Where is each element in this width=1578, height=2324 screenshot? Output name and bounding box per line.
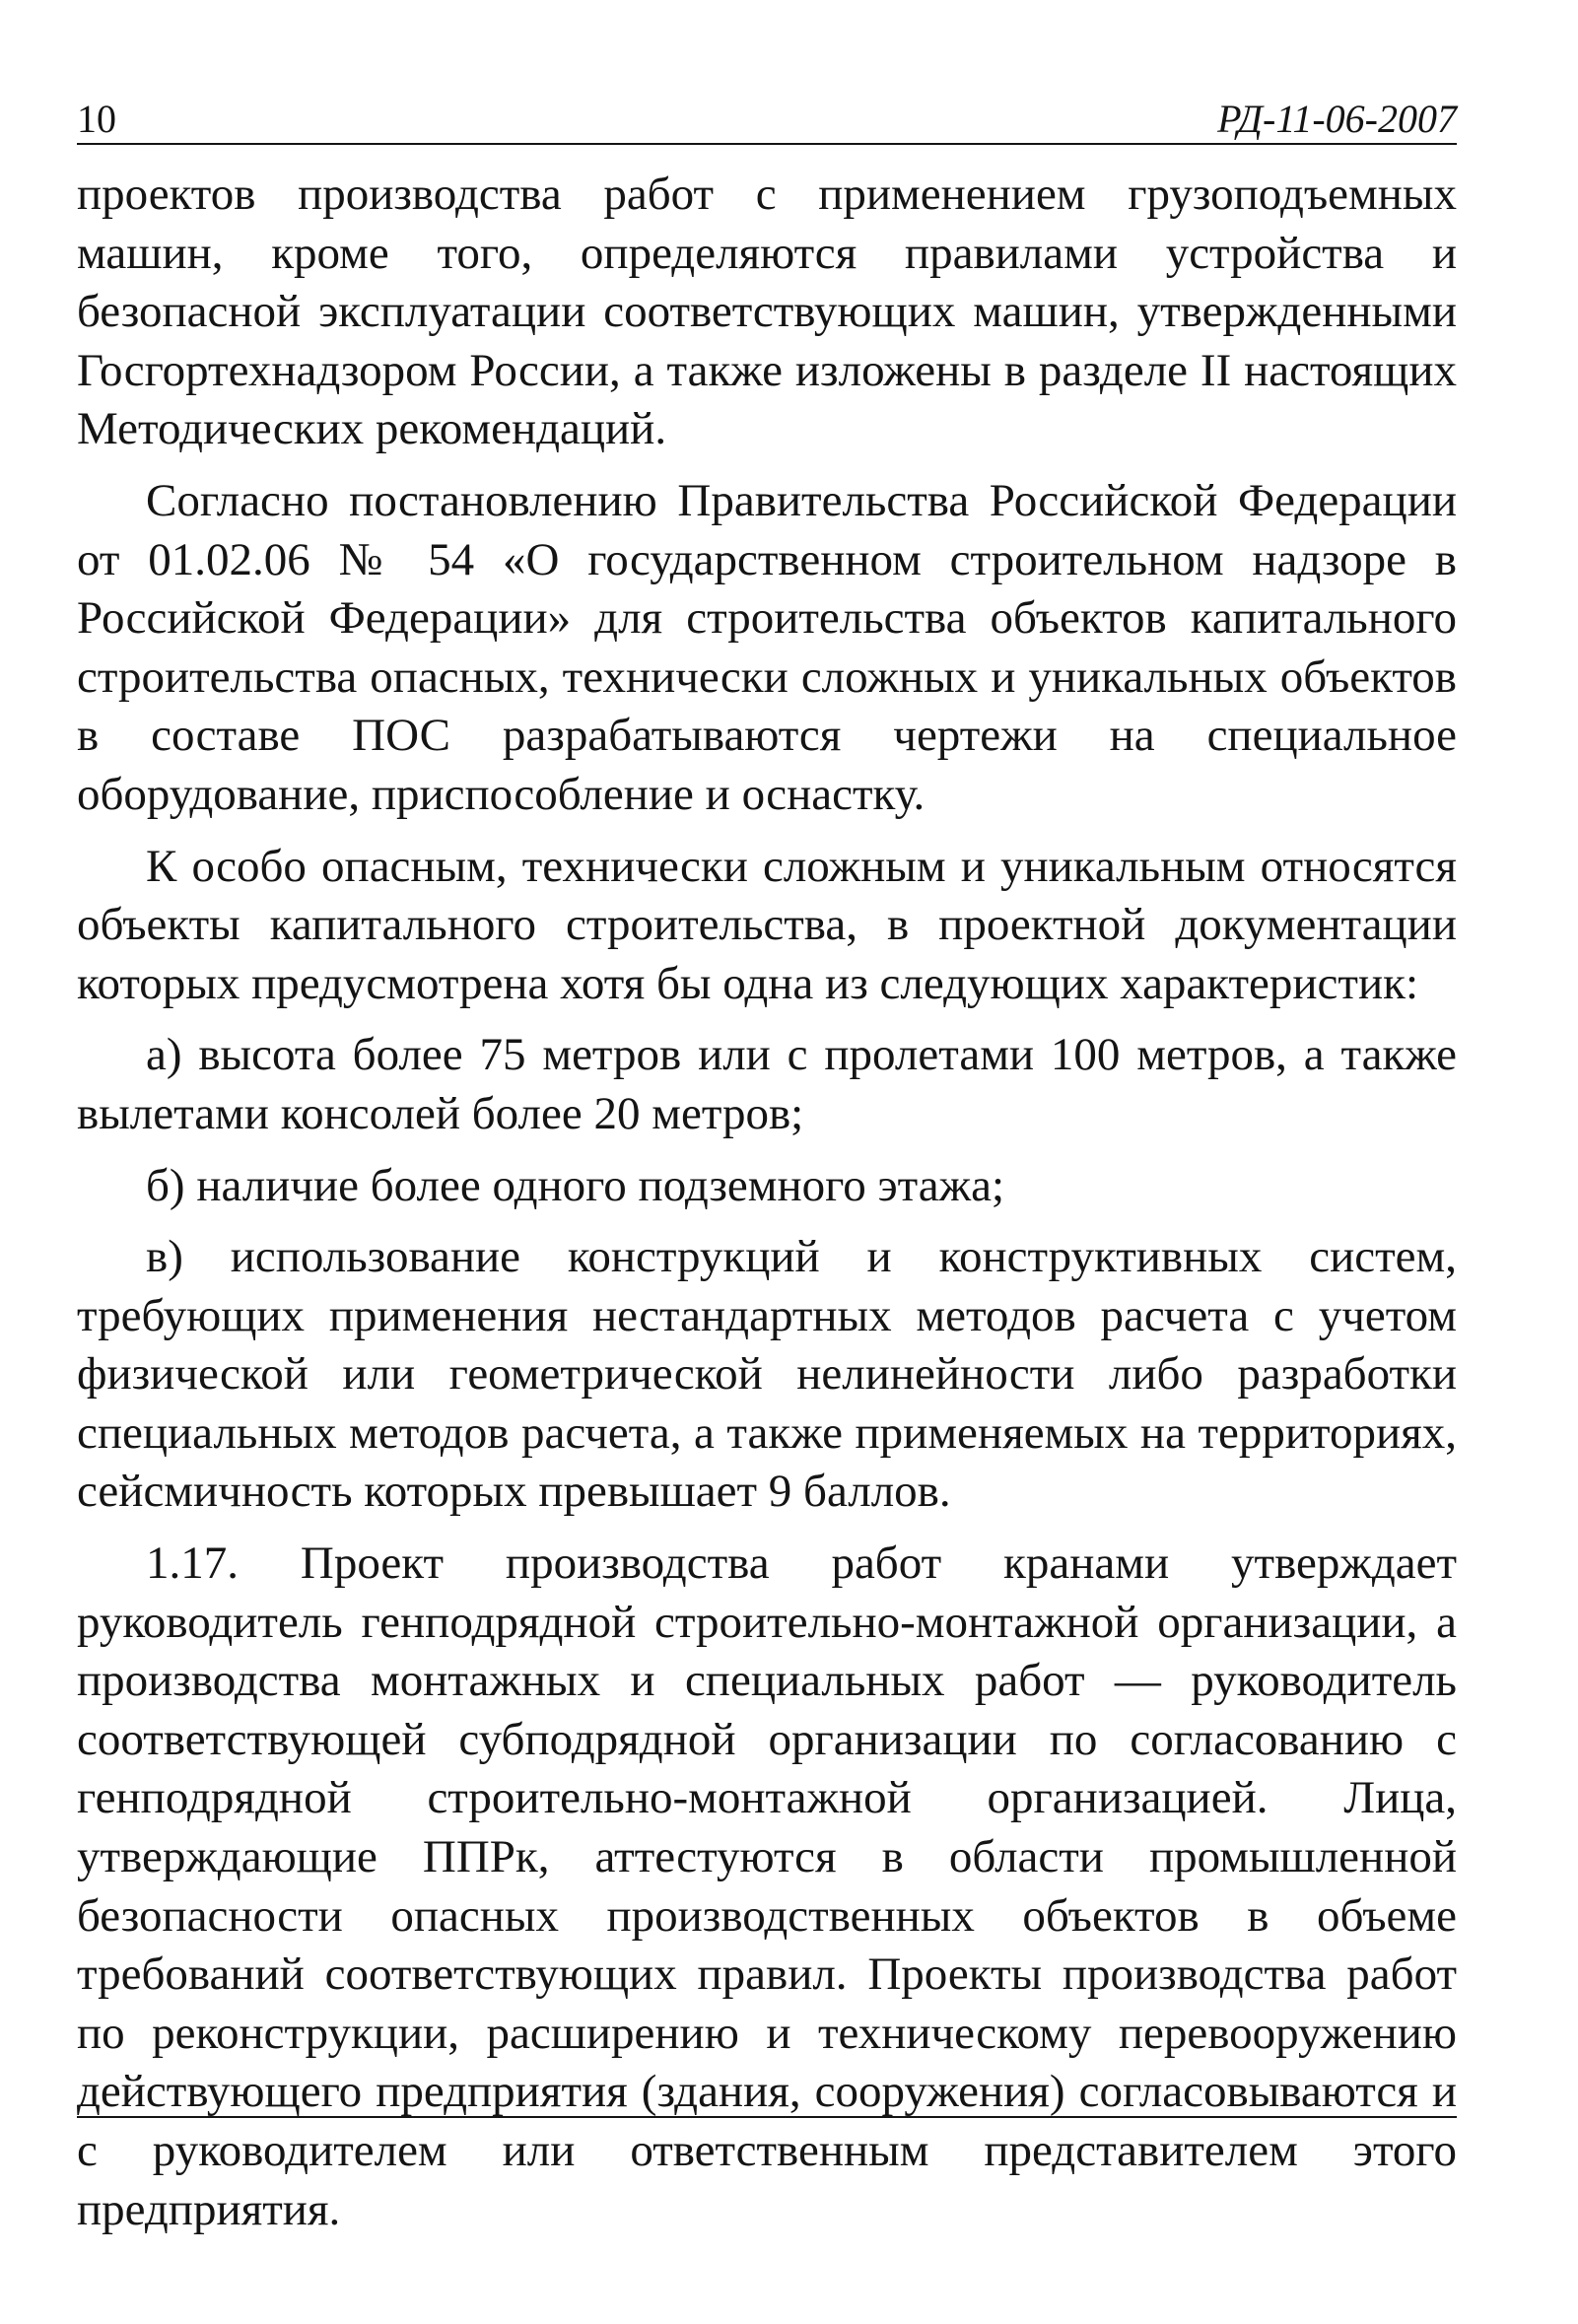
paragraph-1-17: 1.17. Проект производства работ кранами утверждает руководитель генподрядной строительно-монтажной организации, а производства монтажных и специальных работ — руководитель соответствующей субподрядной организации по согласованию с генподрядной строительно-монтажной организацией. Лица, утверждающие ППРк, аттестуются в области промышленной безопасности опасных производственных объектов в объеме требований соответствующих правил. Проекты производства работ по реконструкции, расширению и техническому перевооружению действующего предприятия (здания, сооружения) согласовываются и с руководителем или ответственным представителем этого предприятия.	[77, 1538, 1457, 2235]
document-code: РД-11-06-2007	[1217, 97, 1457, 141]
page-header	[77, 95, 1457, 144]
list-item-c: в) использование конструкций и конструктивных систем, требующих применения нестандартных методов расчета с учетом физической или геометрической нелинейности либо разработки специальных методов расчета, а также применяемых на территориях, сейсмичность которых превышает 9 баллов.	[77, 1231, 1457, 1518]
paragraph-continuation: проектов производства работ с применением грузоподъемных машин, кроме того, определяются правилами устройства и безопасной эксплуатации соответствующих машин, утвержденными Госгортехнадзором России, а также изложены в разделе II настоящих Методических рекомендаций.	[77, 169, 1457, 455]
list-item-b: б) наличие более одного подземного этажа;	[146, 1159, 1005, 1211]
page-number: 10	[77, 97, 116, 141]
footer-divider	[77, 2116, 1457, 2118]
paragraph-criteria-intro: К особо опасным, технически сложным и уникальным относятся объекты капитального строительства, в проектной документации которых предусмотрена хотя бы одна из следующих характеристик:	[77, 840, 1457, 1009]
document-body	[77, 166, 1457, 2252]
header-divider	[77, 143, 1457, 145]
paragraph-regulation: Согласно постановлению Правительства Российской Федерации от 01.02.06 № 54 «О государственном строительном надзоре в Российской Федерации» для строительства объектов капитального строительства опасных, технически сложных и уникальных объектов в составе ПОС разрабатываются чертежи на специальное оборудование, приспособление и оснастку.	[77, 474, 1457, 820]
list-item-a: а) высота более 75 метров или с пролетами 100 метров, а также вылетами консолей более 20 метров;	[77, 1029, 1457, 1139]
